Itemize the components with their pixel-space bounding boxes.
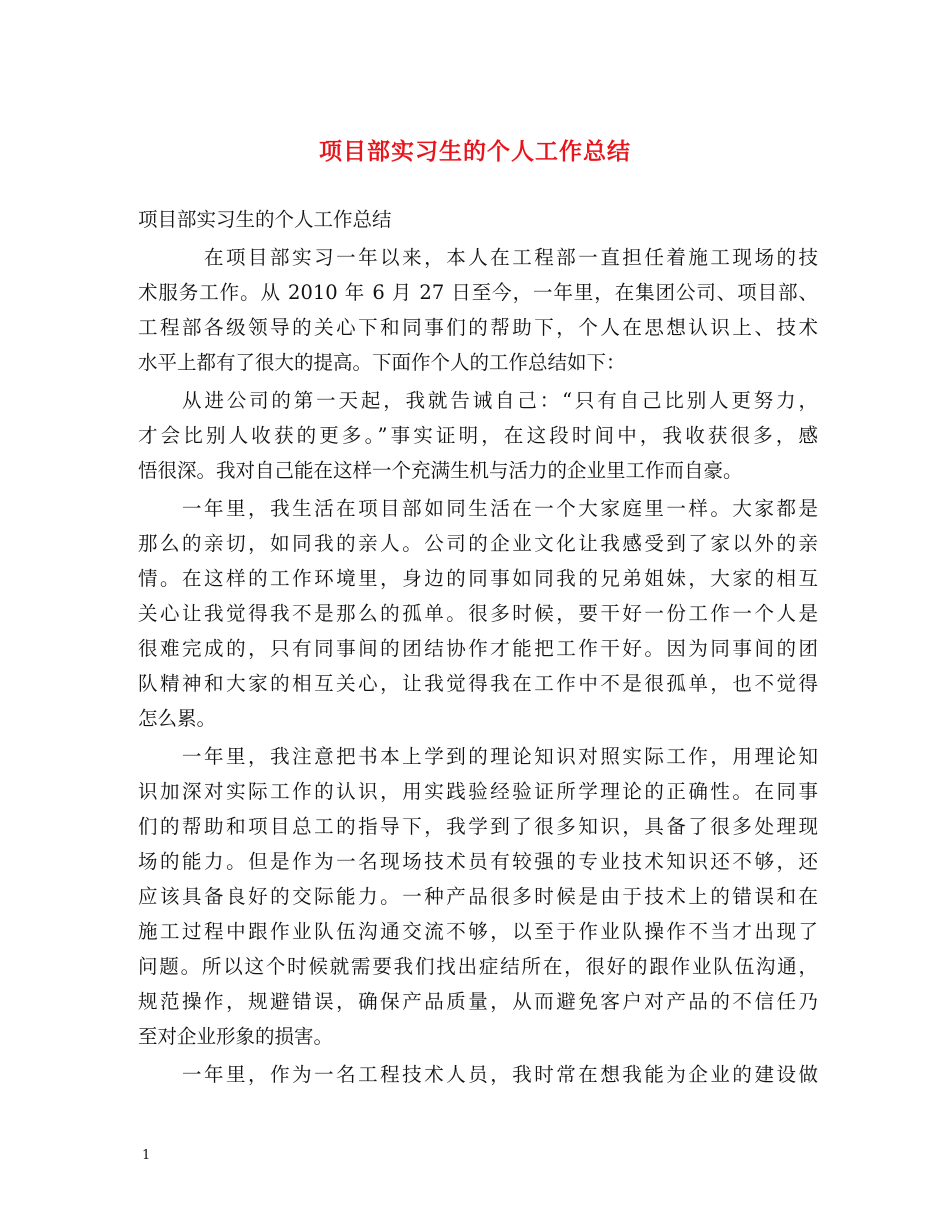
text-line: 一年里，我生活在项目部如同生活在一个大家庭里一样。大家都是 <box>182 497 818 520</box>
paragraph <box>138 491 818 736</box>
page-number: 1 <box>142 1148 151 1163</box>
text-line: 从进公司的第一天起，我就告诫自己：“只有自己比别人更努力， <box>182 389 818 412</box>
text-line: 场的能力。但是作为一名现场技术员有较强的专业技术知识还不够，还 <box>138 850 818 873</box>
text-line: 怎么累。 <box>138 707 217 730</box>
text-line: 水平上都有了很大的提高。下面作个人的工作总结如下： <box>138 351 626 374</box>
text-line: 术服务工作。从 2010 年 6 月 27 日至今，一年里，在集团公司、项目部、 <box>138 281 818 304</box>
text-line: 在项目部实习一年以来，本人在工程部一直担任着施工现场的技 <box>204 246 818 269</box>
document-body <box>138 202 818 1095</box>
paragraph <box>138 1057 818 1092</box>
text-line: 关心让我觉得我不是那么的孤单。很多时候，要干好一份工作一个人是 <box>138 602 818 625</box>
text-line: 才会比别人收获的更多。”事实证明，在这段时间中，我收获很多，感 <box>138 424 818 447</box>
text-line: 一年里，作为一名工程技术人员，我时常在想我能为企业的建设做 <box>182 1063 818 1086</box>
text-line: 那么的亲切，如同我的亲人。公司的企业文化让我感受到了家以外的亲 <box>138 532 818 555</box>
text-line: 队精神和大家的相互关心，让我觉得我在工作中不是很孤单，也不觉得 <box>138 672 818 695</box>
paragraph <box>138 739 818 1054</box>
text-line: 问题。所以这个时候就需要我们找出症结所在，很好的跟作业队伍沟通， <box>138 955 818 978</box>
text-line: 悟很深。我对自己能在这样一个充满生机与活力的企业里工作而自豪。 <box>138 459 743 482</box>
text-line: 一年里，我注意把书本上学到的理论知识对照实际工作，用理论知 <box>182 745 818 768</box>
text-line: 工程部各级领导的关心下和同事们的帮助下，个人在思想认识上、技术 <box>138 316 818 339</box>
text-line: 项目部实习生的个人工作总结 <box>138 208 392 231</box>
text-line: 应该具备良好的交际能力。一种产品很多时候是由于技术上的错误和在 <box>138 885 818 908</box>
text-line: 很难完成的，只有同事间的团结协作才能把工作干好。因为同事间的团 <box>138 637 818 660</box>
text-line: 们的帮助和项目总工的指导下，我学到了很多知识，具备了很多处理现 <box>138 815 818 838</box>
paragraph <box>138 202 818 237</box>
text-line: 施工过程中跟作业队伍沟通交流不够，以至于作业队操作不当才出现了 <box>138 920 818 943</box>
text-line: 至对企业形象的损害。 <box>138 1025 334 1048</box>
document-title: 项目部实习生的个人工作总结 <box>319 139 631 165</box>
paragraph <box>138 383 818 488</box>
paragraph <box>138 240 818 380</box>
text-line: 规范操作，规避错误，确保产品质量，从而避免客户对产品的不信任乃 <box>138 990 818 1013</box>
text-line: 情。在这样的工作环境里，身边的同事如同我的兄弟姐妹，大家的相互 <box>138 567 818 590</box>
text-line: 识加深对实际工作的认识，用实践验经验证所学理论的正确性。在同事 <box>138 780 818 803</box>
